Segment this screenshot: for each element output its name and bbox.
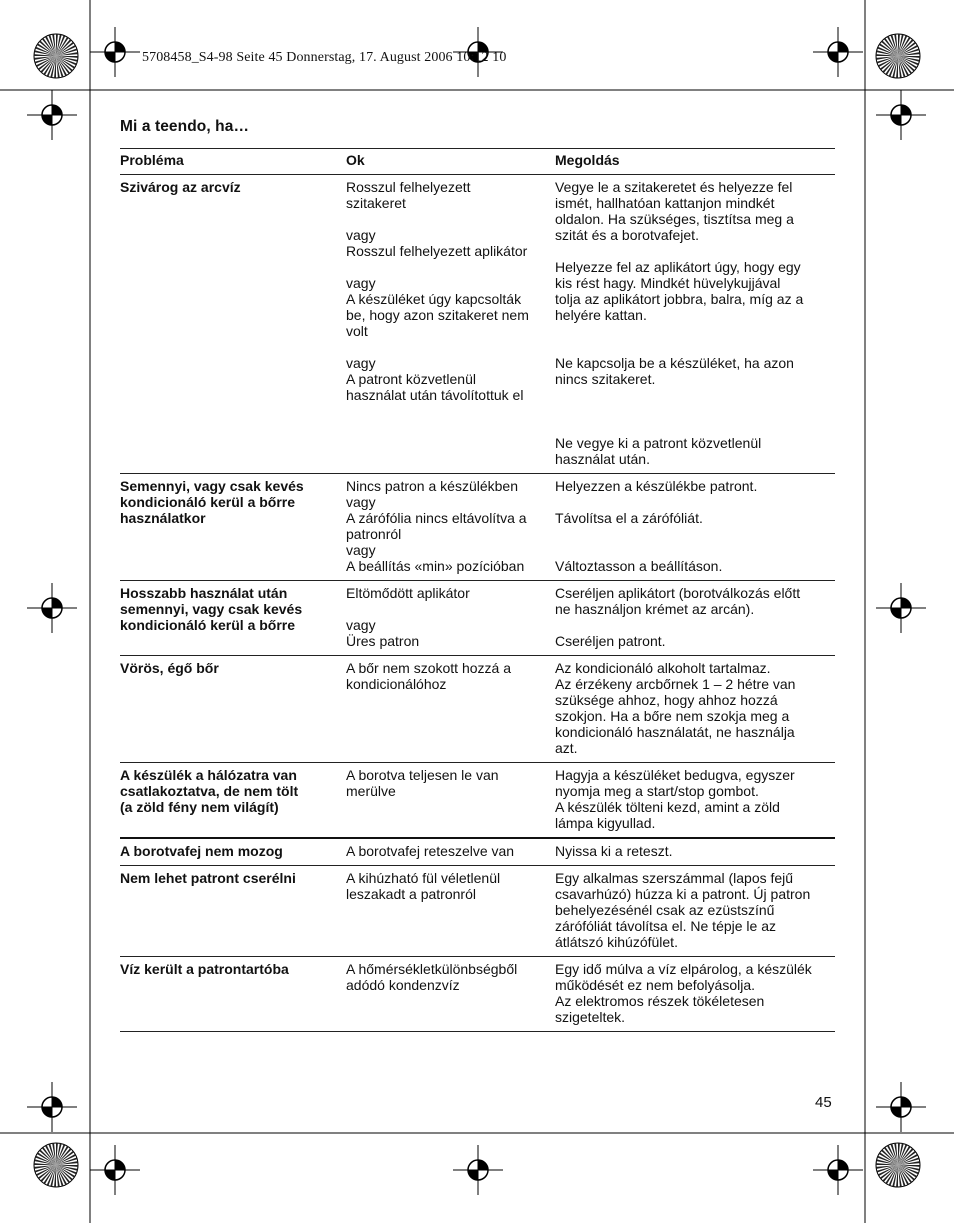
registration-crosshair-icon	[813, 27, 863, 77]
table-row	[120, 655, 835, 762]
solution-cell: Az kondicionáló alkoholt tartalmaz. Az érzékeny arcbőrnek 1 – 2 hétre van szüksége ahhoz, hogy ahhoz hozzá szokjon. Ha a bőre nem szokja meg a kondicionáló használatát, ne használja azt.	[555, 660, 796, 756]
problem-cell: Víz került a patrontartóba	[120, 961, 289, 977]
solution-text: Helyezze fel az aplikátort úgy, hogy egy kis rést hagy. Mindkét hüvelykujjával tolja az aplikátort jobbra, balra, míg az a helyére kattan.	[555, 259, 804, 323]
problem-cell: Semennyi, vagy csak kevés kondicionáló kerül a bőrre használatkor	[120, 478, 304, 526]
registration-starburst-icon	[874, 32, 922, 80]
problem-cell: A készülék a hálózatra van csatlakoztatva, de nem tölt (a zöld fény nem világít)	[120, 767, 299, 815]
registration-crosshair-icon	[27, 1082, 77, 1132]
solution-cell	[555, 179, 835, 467]
cause-cell: Eltömődött aplikátor vagy Üres patron	[346, 585, 470, 649]
cause-cell: A borotvafej reteszelve van	[346, 843, 515, 859]
registration-crosshair-icon	[27, 583, 77, 633]
troubleshooting-table	[120, 148, 835, 1032]
registration-crosshair-icon	[453, 1145, 503, 1195]
table-row	[120, 956, 835, 1031]
registration-crosshair-icon	[876, 583, 926, 633]
problem-cell: A borotvafej nem mozog	[120, 843, 283, 859]
solution-text: Ne vegye ki a patront közvetlenül használat után.	[555, 435, 762, 467]
page-number: 45	[815, 1094, 832, 1111]
registration-crosshair-icon	[876, 1082, 926, 1132]
solution-cell: Hagyja a készüléket bedugva, egyszer nyomja meg a start/stop gombot. A készülék tölteni kezd, amint a zöld lámpa kigyullad.	[555, 767, 795, 831]
solution-cell: Egy idő múlva a víz elpárolog, a készülék működését ez nem befolyásolja. Az elektromos részek tökéletesen szigeteltek.	[555, 961, 812, 1025]
table-row	[120, 762, 835, 837]
registration-crosshair-icon	[27, 90, 77, 140]
table-row	[120, 580, 835, 655]
cause-text: vagy A patront közvetlenül használat után távolítottuk el	[346, 355, 524, 403]
table-row	[120, 175, 835, 473]
registration-starburst-icon	[874, 1141, 922, 1189]
page-title: Mi a teendo, ha…	[120, 118, 250, 135]
problem-cell: Hosszabb használat után semennyi, vagy csak kevés kondicionáló kerül a bőrre	[120, 585, 303, 633]
solution-cell: Nyissa ki a reteszt.	[555, 843, 673, 859]
cause-cell: A borotva teljesen le van merülve	[346, 767, 499, 799]
column-header-cause: Ok	[346, 152, 365, 168]
print-header: 5708458_S4-98 Seite 45 Donnerstag, 17. August 2006 10:12 10	[142, 50, 507, 65]
solution-cell: Cseréljen aplikátort (borotválkozás előtt ne használjon krémet az arcán). Cseréljen patront.	[555, 585, 801, 649]
cause-text: vagy Rosszul felhelyezett aplikátor	[346, 227, 528, 259]
table-row	[120, 473, 835, 580]
problem-cell: Vörös, égő bőr	[120, 660, 219, 676]
cause-text: Rosszul felhelyezett szitakeret	[346, 179, 471, 211]
cause-cell: Nincs patron a készülékben vagy A zárófólia nincs eltávolítva a patronról vagy A beállítás «min» pozícióban	[346, 478, 527, 574]
registration-crosshair-icon	[813, 1145, 863, 1195]
solution-text: Ne kapcsolja be a készüléket, ha azon nincs szitakeret.	[555, 355, 794, 387]
cause-cell: A kihúzható fül véletlenül leszakadt a patronról	[346, 870, 501, 902]
table-row	[120, 865, 835, 956]
solution-text: Vegye le a szitakeretet és helyezze fel ismét, hallhatóan kattanjon mindkét oldalon. Ha szükséges, tisztítsa meg a szitát és a borotvafejet.	[555, 179, 794, 243]
table-row	[120, 837, 835, 865]
problem-cell: Nem lehet patront cserélni	[120, 870, 296, 886]
registration-crosshair-icon	[90, 27, 140, 77]
column-header-solution: Megoldás	[555, 152, 620, 168]
registration-starburst-icon	[32, 1141, 80, 1189]
registration-starburst-icon	[32, 32, 80, 80]
registration-crosshair-icon	[876, 90, 926, 140]
table-header-row	[120, 149, 835, 175]
cause-cell: A hőmérsékletkülönbségből adódó kondenzvíz	[346, 961, 518, 993]
problem-cell: Szivárog az arcvíz	[120, 179, 241, 195]
registration-crosshair-icon	[90, 1145, 140, 1195]
column-header-problem: Probléma	[120, 152, 184, 168]
cause-text: vagy A készüléket úgy kapcsolták be, hogy azon szitakeret nem volt	[346, 275, 529, 339]
solution-cell: Egy alkalmas szerszámmal (lapos fejű csavarhúzó) húzza ki a patront. Új patron behelyezésénél csak az ezüstszínű zárófóliát távolítsa el. Ne tépje le az átlátszó kihúzófület.	[555, 870, 811, 950]
cause-cell	[346, 179, 555, 467]
cause-cell: A bőr nem szokott hozzá a kondicionálóhoz	[346, 660, 511, 692]
solution-cell: Helyezzen a készülékbe patront. Távolítsa el a zárófóliát. Változtasson a beállításon.	[555, 478, 758, 574]
